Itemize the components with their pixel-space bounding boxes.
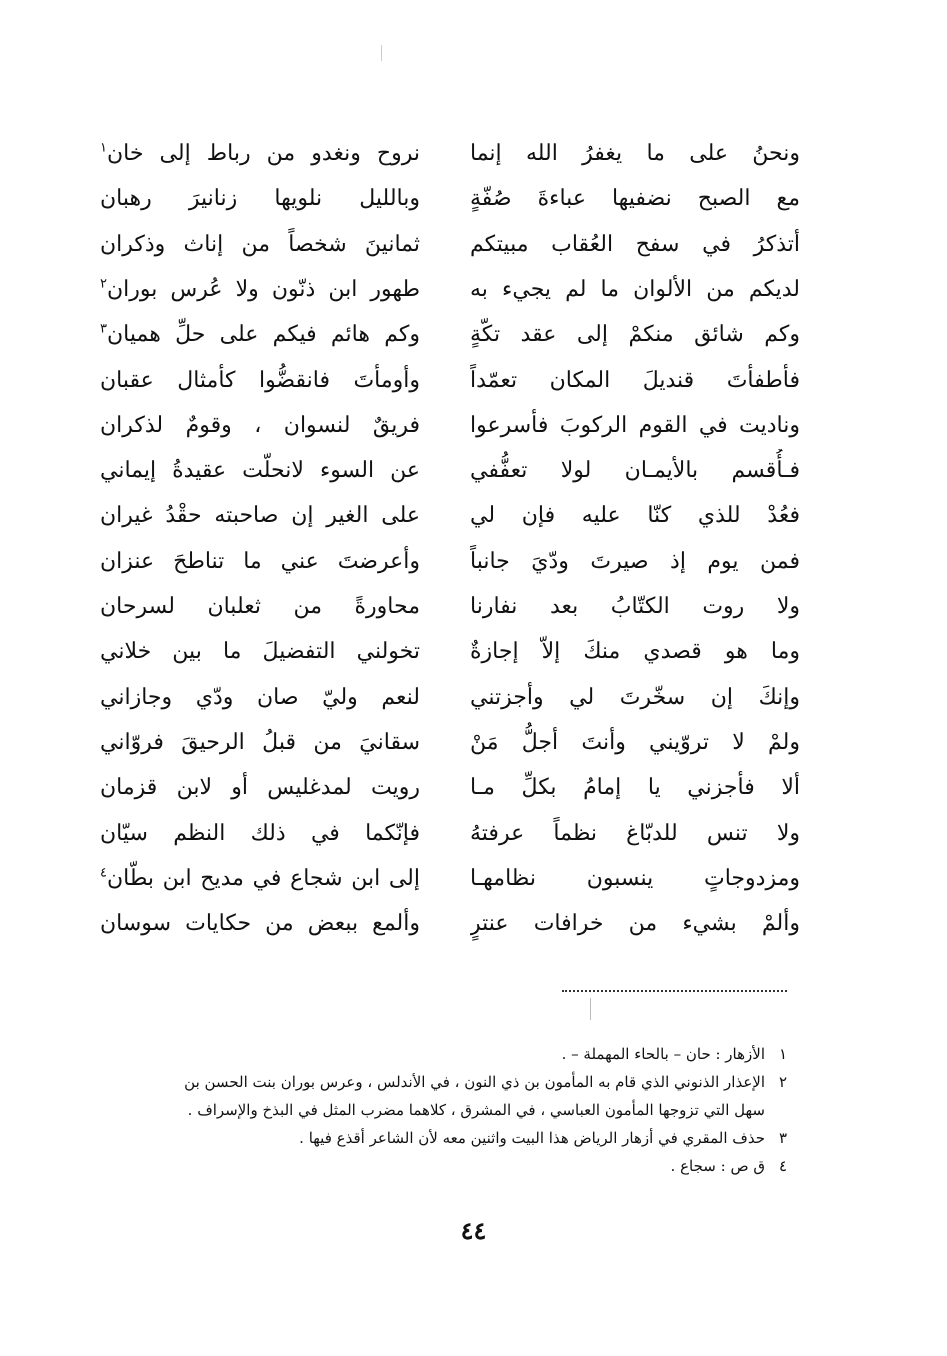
verse-text: لنعم وليّ صان ودّي وجازاني bbox=[100, 684, 420, 710]
verse-text: فريقٌ لنسوان ، وقومٌ لذكران bbox=[100, 412, 420, 438]
verse-first-hemistich: أتذكرُ في سفح العُقاب مبيتكم bbox=[470, 231, 800, 257]
scan-mark bbox=[381, 45, 382, 61]
verse-first-hemistich: مع الصبح نضفيها عباءةَ صُفّةٍ bbox=[470, 186, 800, 212]
scan-mark bbox=[590, 998, 591, 1020]
verse-second-hemistich bbox=[100, 359, 420, 403]
verse-text: محاورةً من ثعلبان لسرحان bbox=[100, 594, 420, 619]
verse-first-hemistich: وإنكَ إن سخّرتَ لي وأجزتني bbox=[470, 684, 800, 710]
verse-text: على الغير إن صاحبته حقْدُ غيران bbox=[100, 503, 420, 529]
footnote-line bbox=[97, 1040, 787, 1068]
verse-text: وأومأتَ فانقضُّوا كأمثال عقبان bbox=[100, 367, 420, 393]
verse-second-hemistich bbox=[100, 540, 420, 584]
footnote-text: سهل التي تزوجها المأمون العباسي ، في المشرق ، كلاهما مضرب المثل في البذخ والإسراف . bbox=[187, 1101, 765, 1119]
verse-second-hemistich bbox=[100, 404, 420, 448]
verse-second-hemistich bbox=[100, 630, 420, 674]
verse-text: تخولني التفضيلَ ما بين خلاني bbox=[100, 639, 420, 665]
verse-second-hemistich bbox=[100, 676, 420, 720]
verse-first-hemistich: وما هو قصدي منكَ إلاّ إجازةٌ bbox=[470, 639, 800, 665]
footnote-line bbox=[97, 1124, 787, 1152]
verse-first-hemistich: وألمْ بشيء من خرافات عنترٍ bbox=[470, 911, 800, 937]
footnote-text: الإعذار الذنوني الذي قام به المأمون بن ذي النون ، في الأندلس ، وعرس بوران بنت الحسن بن bbox=[184, 1073, 765, 1091]
verse-second-hemistich bbox=[100, 132, 420, 176]
verse-second-hemistich bbox=[100, 585, 420, 629]
verse-second-hemistich bbox=[100, 223, 420, 267]
footnote-number: ١ bbox=[778, 1045, 787, 1063]
verse-second-hemistich bbox=[100, 812, 420, 856]
footnote-marker: ٢ bbox=[100, 276, 107, 292]
verse-text: عن السوء لانحلّت عقيدةُ إيماني bbox=[100, 458, 420, 484]
poem-body bbox=[100, 132, 800, 952]
verse-text: ثمانينَ شخصاً من إناث وذكران bbox=[100, 231, 420, 257]
verse-text: فإنّكما في ذلك النظم سيّان bbox=[100, 820, 420, 846]
verse-text: إلى ابن شجاع في مديح ابن بطّان bbox=[106, 865, 420, 891]
verse-text: وبالليل نلويها زنانيرَ رهبان bbox=[100, 186, 420, 212]
verse-second-hemistich bbox=[100, 721, 420, 765]
footnotes bbox=[97, 1040, 787, 1180]
verse-text: نروح ونغدو من رباط إلى خان bbox=[106, 141, 420, 166]
verse-second-hemistich bbox=[100, 494, 420, 538]
verse-first-hemistich: ومزدوجاتٍ ينسبون نظامهـا bbox=[470, 865, 800, 891]
verse-first-hemistich: ونحنُ على ما يغفرُ الله إنما bbox=[470, 141, 800, 166]
verse-first-hemistich: وكم شائق منكمْ إلى عقد تكّةٍ bbox=[470, 322, 800, 348]
verse-second-hemistich bbox=[100, 902, 420, 946]
verse-text: وألمع ببعض من حكايات سوسان bbox=[100, 911, 420, 937]
footnote-line bbox=[97, 1096, 787, 1124]
verse-first-hemistich: وناديت في القوم الركوبَ فأسرعوا bbox=[470, 412, 800, 438]
footnote-number: ٤ bbox=[778, 1157, 787, 1175]
verse-second-hemistich bbox=[100, 857, 420, 901]
verse-text: سقانيَ من قبلُ الرحيقَ فروّاني bbox=[100, 729, 420, 755]
page-number: ٤٤ bbox=[460, 1216, 487, 1245]
footnote-marker: ١ bbox=[100, 140, 107, 156]
verse-first-hemistich: فـأُقسم بالأيمـان لولا تعفُّفي bbox=[470, 458, 800, 484]
verse-second-hemistich bbox=[100, 177, 420, 221]
verse-first-hemistich: فعُدْ للذي كنّا عليه فإن لي bbox=[470, 503, 800, 529]
footnote-text: الأزهار : حان – بالحاء المهملة – . bbox=[561, 1045, 765, 1063]
verse-text: رويت لمدغليس أو لابن قزمان bbox=[100, 775, 420, 801]
verse-second-hemistich bbox=[100, 313, 420, 357]
footnote-text: حذف المقري في أزهار الرياض هذا البيت واثنين معه لأن الشاعر أقذع فيها . bbox=[299, 1129, 765, 1147]
verse-second-hemistich bbox=[100, 449, 420, 493]
footnote-text: ق ص : سجاع . bbox=[670, 1157, 765, 1175]
verse-second-hemistich bbox=[100, 268, 420, 312]
footnote-marker: ٤ bbox=[100, 865, 107, 881]
footnote-number: ٢ bbox=[778, 1073, 787, 1091]
verse-first-hemistich: ولا روت الكتّابُ بعد نفارنا bbox=[470, 594, 800, 619]
footnote-marker: ٣ bbox=[100, 321, 107, 337]
footnote-line bbox=[97, 1068, 787, 1096]
verse-first-hemistich: ولا تنس للدبّاغ نظماً عرفتهُ bbox=[470, 820, 800, 846]
footnote-number: ٣ bbox=[778, 1129, 787, 1147]
verse-second-hemistich bbox=[100, 766, 420, 810]
footnote-separator bbox=[562, 990, 787, 992]
verse-text: وكم هائم فيكم على حلِّ هميان bbox=[106, 322, 420, 348]
verse-text: طهور ابن ذنّون ولا عُرس بوران bbox=[106, 276, 420, 302]
verse-first-hemistich: فأطفأتَ قنديلَ المكان تعمّداً bbox=[470, 367, 800, 393]
verse-first-hemistich: لديكم من الألوان ما لم يجيء به bbox=[470, 276, 800, 302]
verse-first-hemistich: فمن يوم إذ صيرتَ ودّيَ جانباً bbox=[470, 548, 800, 574]
verse-first-hemistich: ولمْ لا تروّيني وأنتَ أجلُّ مَنْ bbox=[470, 729, 800, 755]
footnote-line bbox=[97, 1152, 787, 1180]
verse-first-hemistich: ألا فأجزني يا إمامُ بكلِّ مـا bbox=[470, 775, 800, 801]
verse-text: وأعرضتَ عني ما تناطحَ عنزان bbox=[100, 548, 420, 574]
